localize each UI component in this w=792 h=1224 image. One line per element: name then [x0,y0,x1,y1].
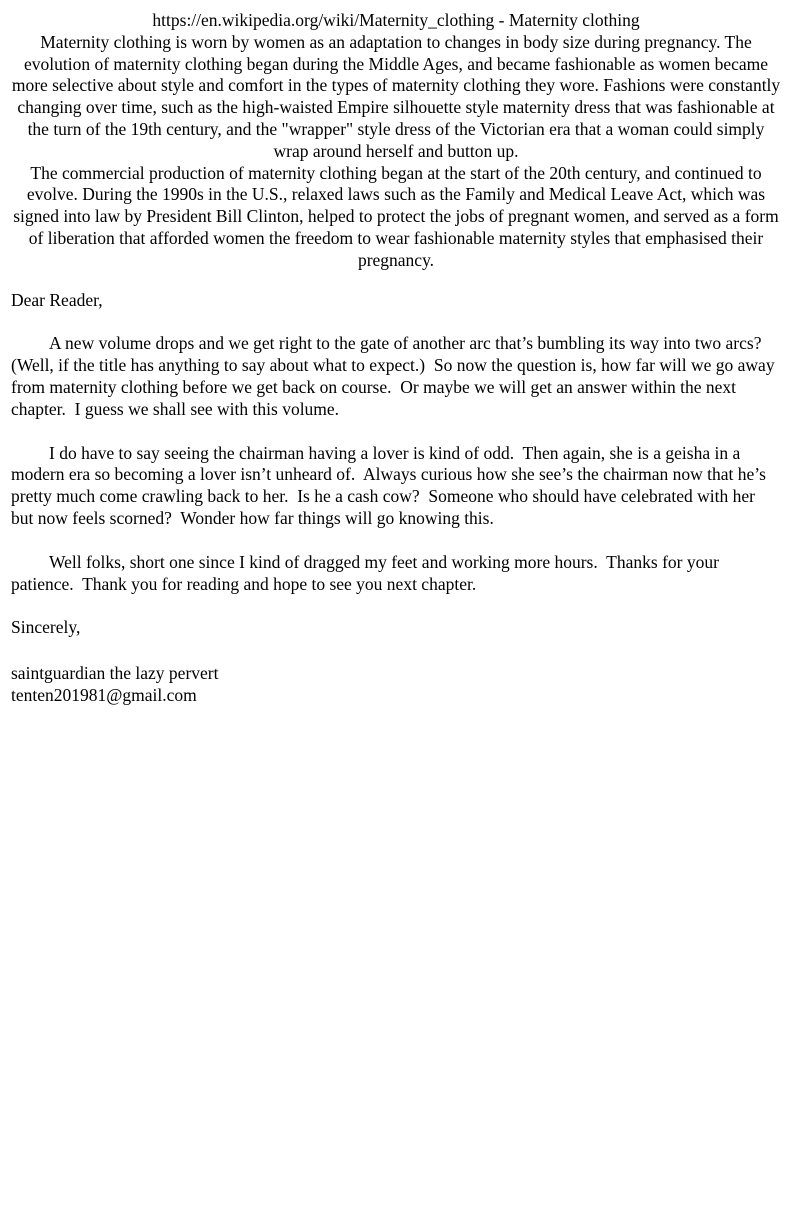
wiki-excerpt-paragraph-2: The commercial production of maternity clothing began at the start of the 20th century, and continued to evolve. During the 1990s in the U.S., relaxed laws such as the Family and Medical Leave Act, which was signed into law by President Bill Clinton, helped to protect the jobs of pregnant women, and served as a form of liberation that afforded women the freedom to wear fashionable maternity styles that emphasised their pregnancy. [13,162,779,270]
author-letter [11,290,781,707]
signature-email: tenten201981@gmail.com [11,684,197,705]
letter-paragraph-2: I do have to say seeing the chairman having a lover is kind of odd. Then again, she is a geisha in a modern era so becoming a lover isn’t unheard of. Always curious how she see’s the chairman now that he’s pretty much come crawling back to her. Is he a cash cow? Someone who should have celebrated with her but now feels scorned? Wonder how far things will go knowing this. [11,442,771,528]
signature-block [11,663,781,707]
letter-salutation: Dear Reader, [11,289,103,310]
source-url-title: https://en.wikipedia.org/wiki/Maternity_clothing - Maternity clothing [152,10,640,30]
letter-paragraph-1: A new volume drops and we get right to the gate of another arc that’s bumbling its way into two arcs? (Well, if the title has anything to say about what to expect.) So now the question is, how far will we go away from maternity clothing before we get back on course. Or maybe we will get an answer within the next chapter. I guess we shall see with this volume. [11,333,779,419]
letter-paragraph-3: Well folks, short one since I kind of dragged my feet and working more hours. Thanks for your patience. Thank you for reading and hope to see you next chapter. [11,551,724,594]
wiki-excerpt-paragraph-1: Maternity clothing is worn by women as an adaptation to changes in body size during pregnancy. The evolution of maternity clothing began during the Middle Ages, and became fashionable as women became more selective about style and comfort in the types of maternity clothing they wore. Fashions were constantly changing over time, such as the high-waisted Empire silhouette style maternity dress that was fashionable at the turn of the 19th century, and the "wrapper" style dress of the Victorian era that a woman could simply wrap around herself and button up. [11,31,781,161]
letter-closing: Sincerely, [11,617,81,638]
signature-name: saintguardian the lazy pervert [11,663,219,684]
wiki-excerpt-block [11,10,781,272]
